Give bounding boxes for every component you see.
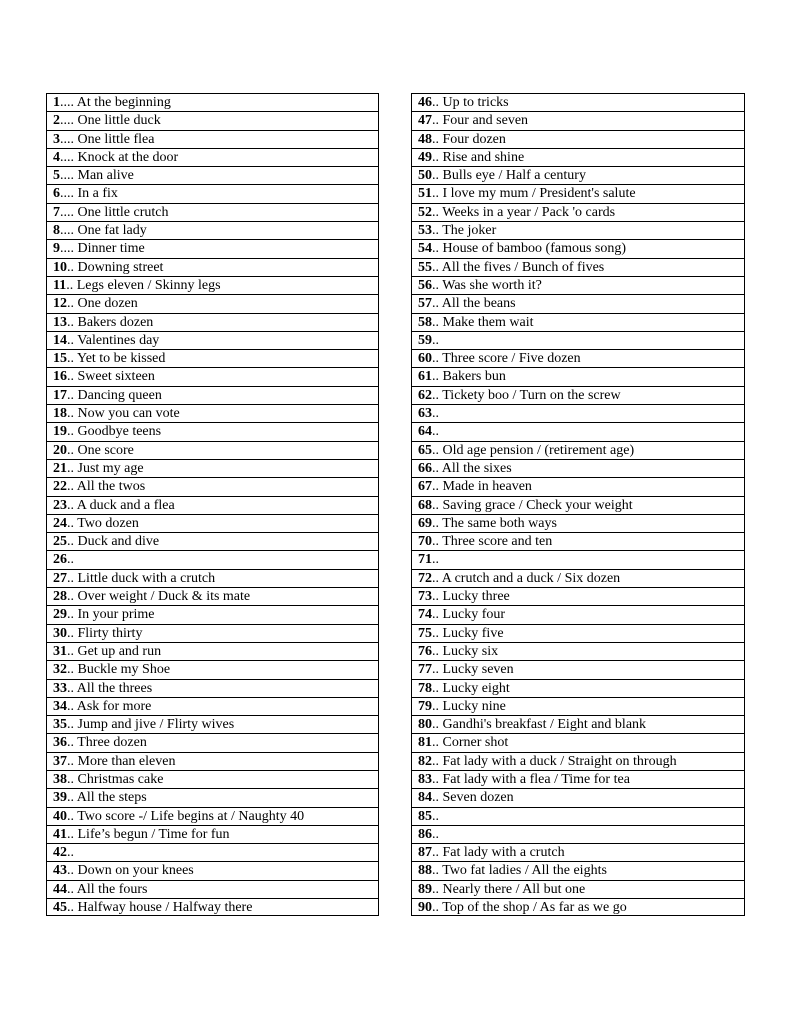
call-number: 55 — [418, 259, 432, 275]
call-phrase: .. I love my mum / President's salute — [432, 186, 636, 202]
call-number: 38 — [53, 771, 67, 787]
call-number: 48 — [418, 131, 432, 147]
call-number: 18 — [53, 406, 67, 422]
table-row — [411, 422, 745, 440]
call-phrase: .. All the threes — [67, 680, 153, 696]
call-number: 74 — [418, 607, 432, 623]
table-row — [411, 367, 745, 385]
table-row — [46, 788, 379, 806]
table-row — [46, 184, 379, 202]
call-phrase: .. — [432, 406, 439, 422]
call-phrase: .. — [432, 332, 439, 348]
call-number: 12 — [53, 296, 67, 312]
table-row — [46, 276, 379, 294]
call-number: 51 — [418, 186, 432, 202]
call-number: 79 — [418, 698, 432, 714]
table-row — [411, 569, 745, 587]
table-row — [46, 679, 379, 697]
table-row — [46, 459, 379, 477]
call-phrase: .. Lucky seven — [432, 662, 514, 678]
call-phrase: .. Now you can vote — [67, 406, 180, 422]
table-row — [46, 697, 379, 715]
table-row — [46, 111, 379, 129]
call-phrase: .. Rise and shine — [432, 149, 525, 165]
table-row — [411, 807, 745, 825]
call-phrase: .. Four dozen — [432, 131, 506, 147]
call-number: 44 — [53, 881, 67, 897]
call-phrase: .. Four and seven — [432, 113, 529, 129]
table-row — [411, 477, 745, 495]
call-phrase: .. Lucky four — [432, 607, 506, 623]
call-number: 54 — [418, 241, 432, 257]
table-row — [411, 514, 745, 532]
call-phrase: .. Two dozen — [67, 515, 139, 531]
call-number: 47 — [418, 113, 432, 129]
call-number: 58 — [418, 314, 432, 330]
call-number: 64 — [418, 424, 432, 440]
call-number: 20 — [53, 442, 67, 458]
call-phrase: .. All the beans — [432, 296, 516, 312]
call-phrase: .. Ask for more — [67, 698, 152, 714]
call-phrase: .. Tickety boo / Turn on the screw — [432, 387, 621, 403]
table-row — [411, 898, 745, 916]
call-number: 83 — [418, 771, 432, 787]
table-row — [46, 569, 379, 587]
call-number: 63 — [418, 406, 432, 422]
call-phrase: .... One little crutch — [60, 204, 169, 220]
call-phrase: .. Fat lady with a crutch — [432, 845, 565, 861]
table-row — [46, 313, 379, 331]
table-row — [411, 679, 745, 697]
call-phrase: .. The same both ways — [432, 515, 557, 531]
call-phrase: .. Corner shot — [432, 735, 509, 751]
table-row — [46, 441, 379, 459]
call-phrase: .. More than eleven — [67, 753, 176, 769]
table-row — [411, 111, 745, 129]
table-row — [46, 624, 379, 642]
call-number: 24 — [53, 515, 67, 531]
call-number: 89 — [418, 881, 432, 897]
table-row — [46, 148, 379, 166]
table-row — [411, 587, 745, 605]
call-number: 1 — [53, 95, 60, 110]
call-number: 40 — [53, 808, 67, 824]
call-number: 39 — [53, 790, 67, 806]
call-phrase: .. Lucky nine — [432, 698, 506, 714]
call-phrase: .. Up to tricks — [432, 95, 509, 110]
table-row — [46, 660, 379, 678]
call-phrase: .. Life’s begun / Time for fun — [67, 826, 230, 842]
table-row — [411, 258, 745, 276]
call-number: 70 — [418, 534, 432, 550]
call-number: 57 — [418, 296, 432, 312]
call-phrase: .. All the fours — [67, 881, 148, 897]
call-phrase: .. Top of the shop / As far as we go — [432, 900, 627, 916]
call-phrase: .. A crutch and a duck / Six dozen — [432, 570, 621, 586]
call-phrase: .. Three dozen — [67, 735, 147, 751]
call-number: 37 — [53, 753, 67, 769]
table-row — [411, 93, 745, 111]
call-number: 65 — [418, 442, 432, 458]
call-number: 52 — [418, 204, 432, 220]
call-phrase: .. One score — [67, 442, 134, 458]
call-phrase: .. Christmas cake — [67, 771, 164, 787]
table-row — [46, 825, 379, 843]
call-number: 15 — [53, 351, 67, 367]
call-number: 71 — [418, 552, 432, 568]
table-row — [411, 148, 745, 166]
call-number: 86 — [418, 826, 432, 842]
table-row — [411, 166, 745, 184]
table-row — [46, 258, 379, 276]
call-number: 4 — [53, 149, 60, 165]
table-row — [46, 642, 379, 660]
call-phrase: .. Over weight / Duck & its mate — [67, 589, 251, 605]
call-phrase: .. — [432, 808, 439, 824]
call-phrase: .. Lucky six — [432, 643, 499, 659]
call-phrase: .. Fat lady with a flea / Time for tea — [432, 771, 630, 787]
table-row — [46, 221, 379, 239]
call-number: 77 — [418, 662, 432, 678]
table-row — [46, 587, 379, 605]
call-number: 10 — [53, 259, 67, 275]
call-number: 11 — [53, 277, 67, 293]
call-phrase: .. Made in heaven — [432, 479, 532, 495]
table-row — [46, 203, 379, 221]
call-phrase: .... In a fix — [60, 186, 118, 202]
call-number: 17 — [53, 387, 67, 403]
call-number: 45 — [53, 900, 67, 916]
call-number: 61 — [418, 369, 432, 385]
table-row — [411, 624, 745, 642]
table-row — [411, 752, 745, 770]
call-number: 30 — [53, 625, 67, 641]
call-number: 26 — [53, 552, 67, 568]
call-phrase: .. Downing street — [67, 259, 164, 275]
call-number: 13 — [53, 314, 67, 330]
table-row — [46, 898, 379, 916]
call-phrase: .. — [432, 424, 439, 440]
call-phrase: .. In your prime — [67, 607, 155, 623]
table-row — [411, 496, 745, 514]
call-phrase: .. Fat lady with a duck / Straight on through — [432, 753, 677, 769]
call-number: 80 — [418, 717, 432, 733]
call-phrase: .. Bulls eye / Half a century — [432, 168, 586, 184]
table-row — [411, 770, 745, 788]
table-row — [46, 514, 379, 532]
call-number: 3 — [53, 131, 60, 147]
table-row — [46, 861, 379, 879]
call-phrase: .... One little flea — [60, 131, 155, 147]
table-row — [411, 550, 745, 568]
call-phrase: .. Three score / Five dozen — [432, 351, 581, 367]
call-number: 78 — [418, 680, 432, 696]
table-row — [46, 880, 379, 898]
table-row — [411, 642, 745, 660]
call-number: 53 — [418, 223, 432, 239]
call-phrase: .. Old age pension / (retirement age) — [432, 442, 635, 458]
call-number: 36 — [53, 735, 67, 751]
call-number: 49 — [418, 149, 432, 165]
call-phrase: .. Dancing queen — [67, 387, 162, 403]
table-row — [46, 331, 379, 349]
call-phrase: .. All the steps — [67, 790, 147, 806]
call-number: 7 — [53, 204, 60, 220]
call-phrase: .. The joker — [432, 223, 497, 239]
table-row — [411, 441, 745, 459]
call-number: 50 — [418, 168, 432, 184]
call-number: 32 — [53, 662, 67, 678]
table-row — [46, 605, 379, 623]
table-row — [411, 825, 745, 843]
call-number: 28 — [53, 589, 67, 605]
call-number: 75 — [418, 625, 432, 641]
call-number: 5 — [53, 168, 60, 184]
call-number: 14 — [53, 332, 67, 348]
table-row — [46, 532, 379, 550]
call-number: 87 — [418, 845, 432, 861]
call-number: 25 — [53, 534, 67, 550]
call-phrase: .... Man alive — [60, 168, 134, 184]
call-number: 81 — [418, 735, 432, 751]
call-phrase: .. — [432, 552, 439, 568]
call-phrase: .. Little duck with a crutch — [67, 570, 216, 586]
call-phrase: .. Goodbye teens — [67, 424, 162, 440]
call-number: 33 — [53, 680, 67, 696]
call-phrase: .. Gandhi's breakfast / Eight and blank — [432, 717, 647, 733]
call-number: 60 — [418, 351, 432, 367]
table-row — [46, 770, 379, 788]
call-number: 62 — [418, 387, 432, 403]
table-row — [411, 386, 745, 404]
call-phrase: .. Legs eleven / Skinny legs — [66, 277, 221, 293]
call-number: 68 — [418, 497, 432, 513]
table-row — [411, 715, 745, 733]
call-phrase: .. Saving grace / Check your weight — [432, 497, 633, 513]
table-row — [46, 496, 379, 514]
call-number: 41 — [53, 826, 67, 842]
call-number: 66 — [418, 460, 432, 476]
call-phrase: .. Two fat ladies / All the eights — [432, 863, 607, 879]
call-number: 43 — [53, 863, 67, 879]
call-phrase: .... One fat lady — [60, 223, 147, 239]
call-phrase: .. Valentines day — [67, 332, 160, 348]
call-number: 85 — [418, 808, 432, 824]
call-number: 84 — [418, 790, 432, 806]
table-row — [46, 294, 379, 312]
table-row — [411, 294, 745, 312]
call-phrase: .. All the fives / Bunch of fives — [432, 259, 605, 275]
call-phrase: .. Weeks in a year / Pack 'o cards — [432, 204, 616, 220]
call-number: 56 — [418, 277, 432, 293]
table-row — [411, 221, 745, 239]
call-phrase: .. Halfway house / Halfway there — [67, 900, 253, 916]
table-row — [46, 715, 379, 733]
call-number: 59 — [418, 332, 432, 348]
call-number: 82 — [418, 753, 432, 769]
table-row — [46, 166, 379, 184]
bingo-calls-left-column — [46, 93, 379, 916]
table-row — [411, 331, 745, 349]
table-row — [46, 733, 379, 751]
table-row — [46, 843, 379, 861]
call-number: 90 — [418, 900, 432, 916]
call-phrase: .. Bakers bun — [432, 369, 506, 385]
call-phrase: .. — [67, 845, 74, 861]
table-row — [46, 239, 379, 257]
call-phrase: .. All the sixes — [432, 460, 512, 476]
call-phrase: .. All the twos — [67, 479, 146, 495]
table-row — [411, 276, 745, 294]
call-number: 2 — [53, 113, 60, 129]
table-row — [46, 477, 379, 495]
call-phrase: .. Three score and ten — [432, 534, 553, 550]
table-row — [46, 130, 379, 148]
call-phrase: .. Yet to be kissed — [67, 351, 166, 367]
call-phrase: .. Just my age — [67, 460, 144, 476]
call-phrase: .... Dinner time — [60, 241, 145, 257]
call-phrase: .. Lucky three — [432, 589, 510, 605]
call-phrase: .. Jump and jive / Flirty wives — [67, 717, 235, 733]
call-number: 29 — [53, 607, 67, 623]
table-row — [411, 203, 745, 221]
call-phrase: .. Seven dozen — [432, 790, 514, 806]
call-number: 73 — [418, 589, 432, 605]
call-phrase: .. Sweet sixteen — [67, 369, 155, 385]
call-number: 23 — [53, 497, 67, 513]
call-phrase: .. Duck and dive — [67, 534, 160, 550]
table-row — [46, 386, 379, 404]
table-row — [411, 313, 745, 331]
call-number: 16 — [53, 369, 67, 385]
call-phrase: .. Make them wait — [432, 314, 534, 330]
table-row — [46, 807, 379, 825]
table-row — [411, 532, 745, 550]
call-number: 67 — [418, 479, 432, 495]
table-row — [411, 660, 745, 678]
table-row — [411, 184, 745, 202]
call-number: 76 — [418, 643, 432, 659]
call-phrase: .. — [67, 552, 74, 568]
call-phrase: .. Buckle my Shoe — [67, 662, 171, 678]
table-row — [411, 861, 745, 879]
call-number: 19 — [53, 424, 67, 440]
table-row — [411, 697, 745, 715]
call-phrase: .. Get up and run — [67, 643, 162, 659]
call-phrase: .. One dozen — [67, 296, 138, 312]
call-phrase: .. Flirty thirty — [67, 625, 143, 641]
call-phrase: .. Nearly there / All but one — [432, 881, 586, 897]
call-phrase: .. Two score -/ Life begins at / Naughty 40 — [67, 808, 305, 824]
table-row — [46, 550, 379, 568]
call-phrase: .... Knock at the door — [60, 149, 179, 165]
call-number: 21 — [53, 460, 67, 476]
call-number: 31 — [53, 643, 67, 659]
call-number: 46 — [418, 95, 432, 110]
call-phrase: .. Lucky five — [432, 625, 504, 641]
call-phrase: .. House of bamboo (famous song) — [432, 241, 627, 257]
call-number: 27 — [53, 570, 67, 586]
bingo-calls-right-column — [411, 93, 745, 916]
table-row — [411, 843, 745, 861]
table-row — [411, 880, 745, 898]
table-row — [411, 349, 745, 367]
call-phrase: .. Was she worth it? — [432, 277, 542, 293]
call-number: 6 — [53, 186, 60, 202]
call-number: 8 — [53, 223, 60, 239]
call-phrase: .. A duck and a flea — [67, 497, 175, 513]
table-row — [411, 605, 745, 623]
table-row — [411, 404, 745, 422]
table-row — [411, 239, 745, 257]
call-phrase: .... At the beginning — [60, 95, 171, 110]
call-number: 34 — [53, 698, 67, 714]
table-row — [46, 349, 379, 367]
call-number: 22 — [53, 479, 67, 495]
call-number: 35 — [53, 717, 67, 733]
table-row — [46, 93, 379, 111]
call-phrase: .. Down on your knees — [67, 863, 194, 879]
call-number: 88 — [418, 863, 432, 879]
call-number: 72 — [418, 570, 432, 586]
call-phrase: .. Lucky eight — [432, 680, 510, 696]
call-number: 42 — [53, 845, 67, 861]
table-row — [46, 422, 379, 440]
call-phrase: .. Bakers dozen — [67, 314, 154, 330]
table-row — [46, 404, 379, 422]
table-row — [46, 367, 379, 385]
call-number: 9 — [53, 241, 60, 257]
call-phrase: .. — [432, 826, 439, 842]
table-row — [411, 733, 745, 751]
table-row — [46, 752, 379, 770]
call-number: 69 — [418, 515, 432, 531]
table-row — [411, 130, 745, 148]
table-row — [411, 459, 745, 477]
call-phrase: .... One little duck — [60, 113, 161, 129]
table-row — [411, 788, 745, 806]
